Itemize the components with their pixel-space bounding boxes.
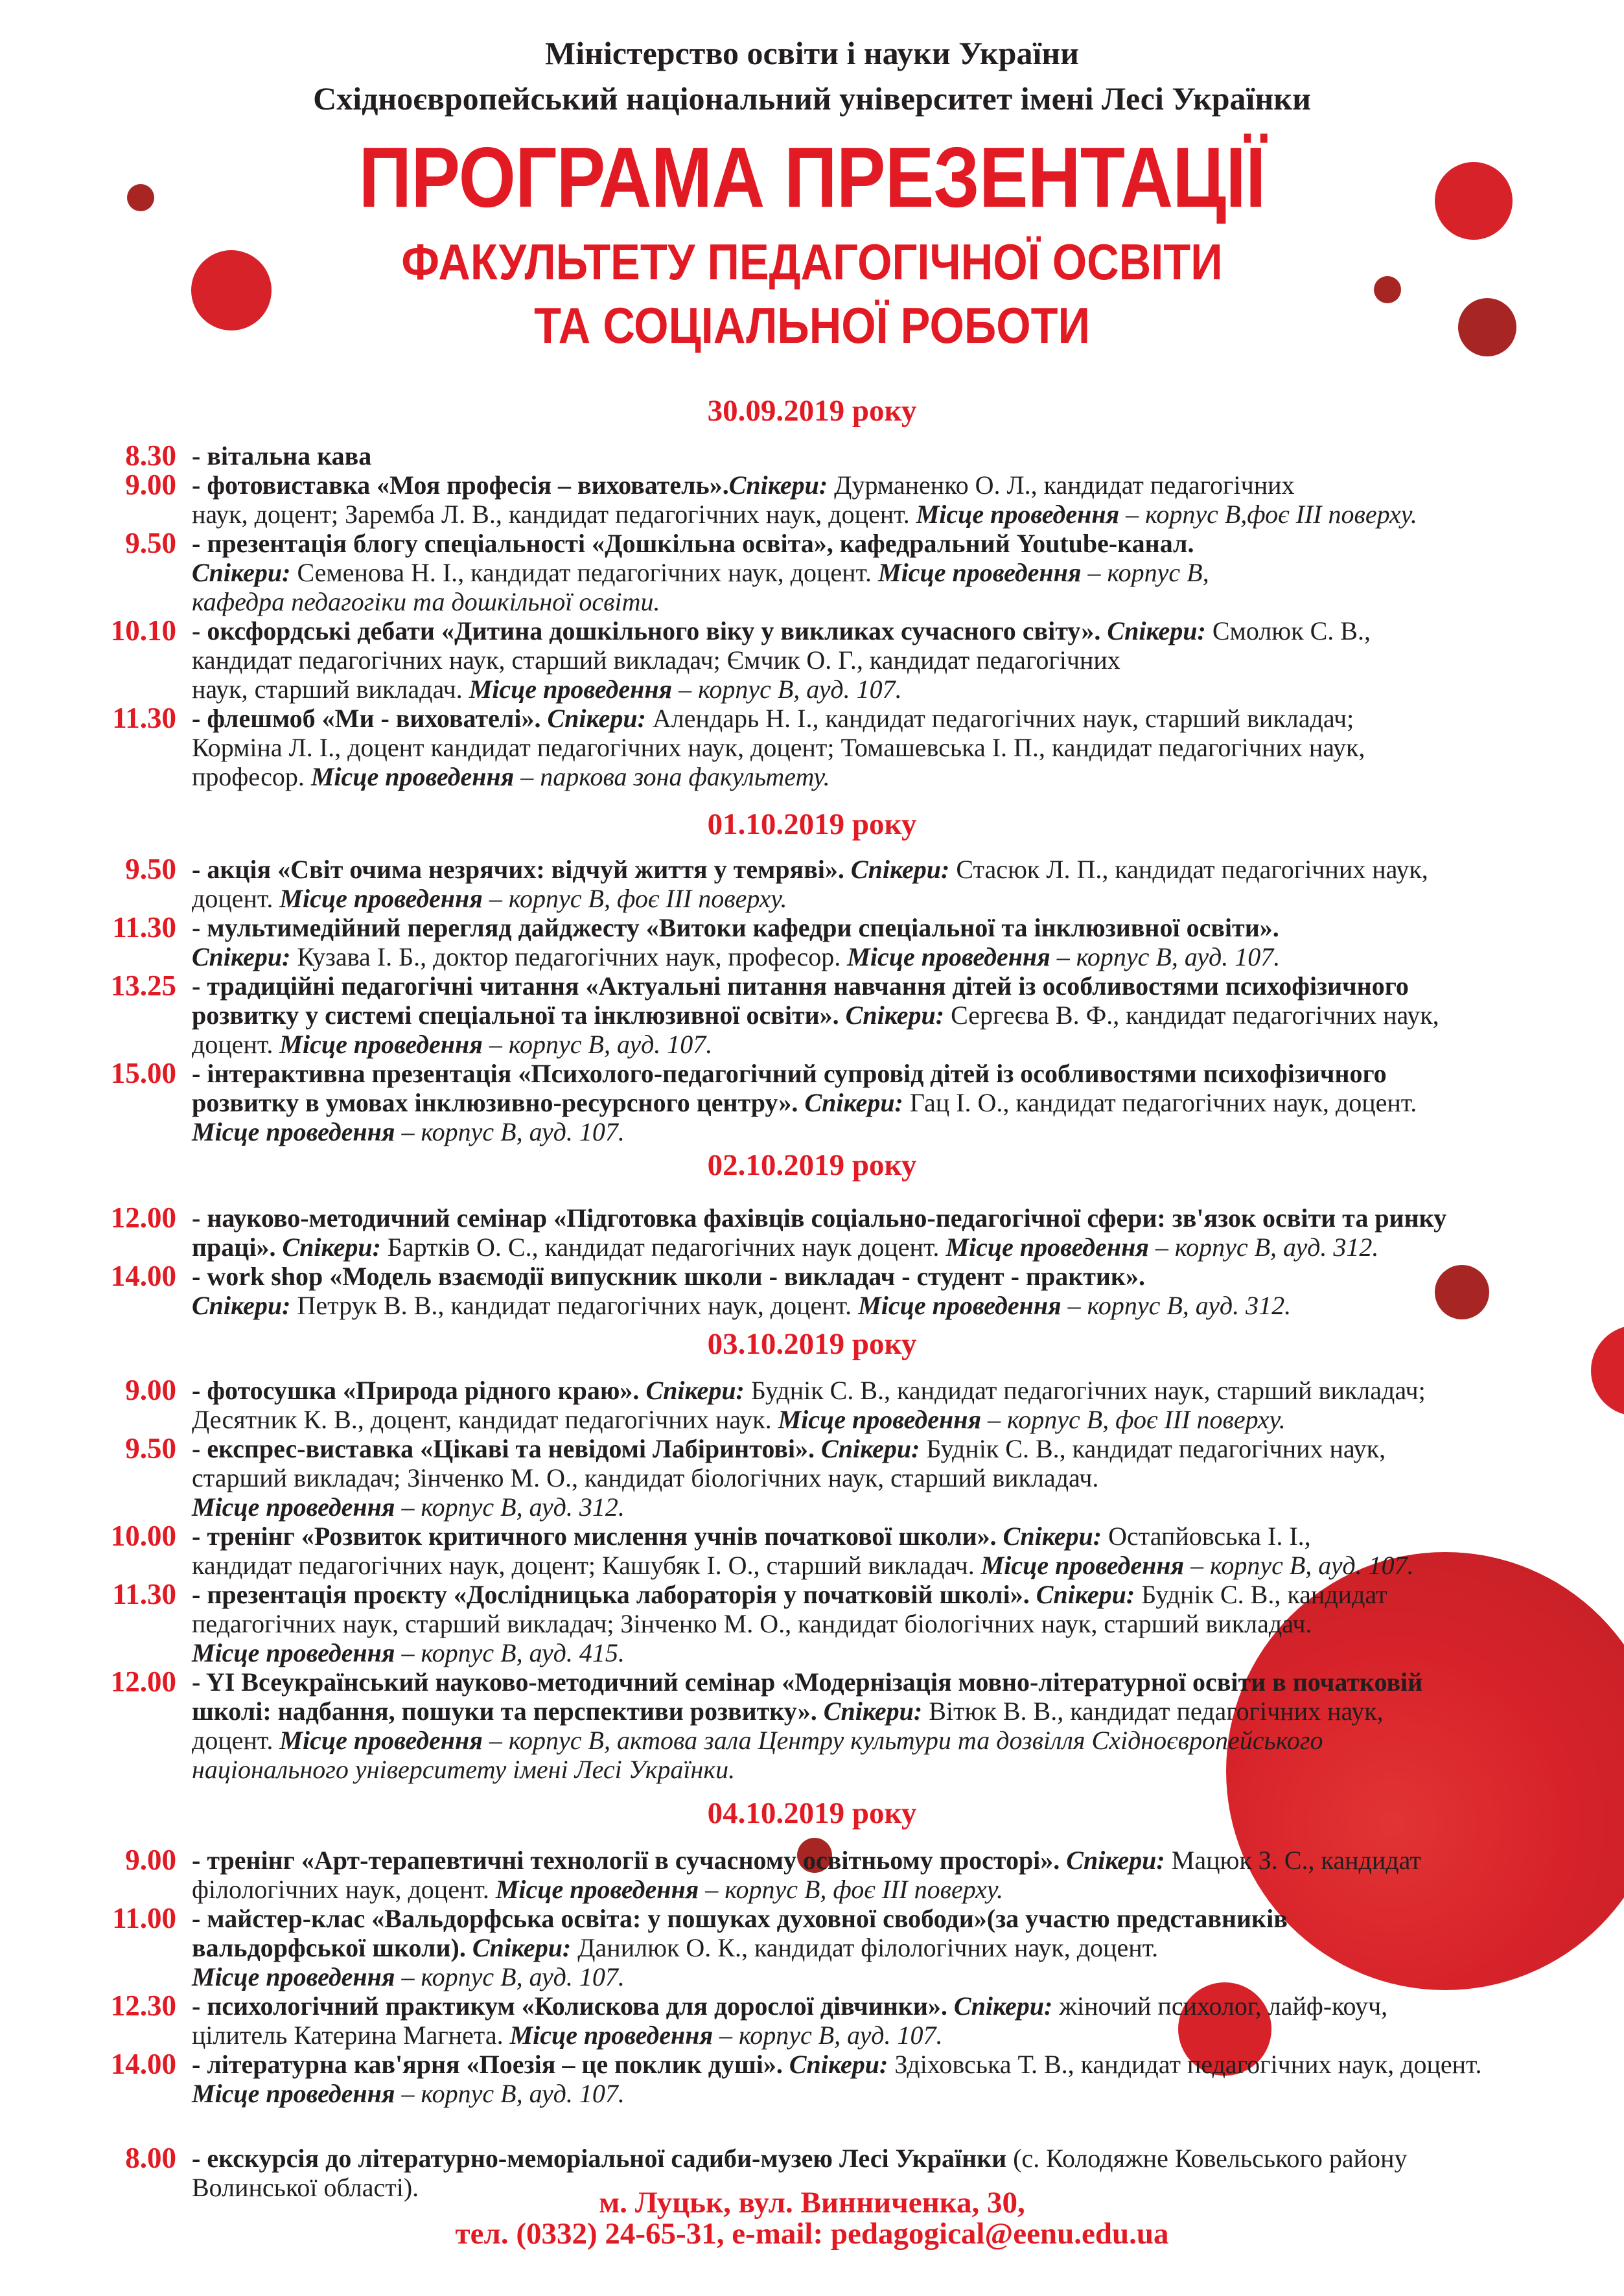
event-line <box>0 587 1624 616</box>
event-line <box>0 971 1624 1001</box>
event-row <box>0 913 1624 971</box>
text-segment: – корпус В, ауд. 107. <box>395 1117 625 1146</box>
event-row <box>0 971 1624 1059</box>
text-segment: Буднік С. В., кандидат <box>1135 1580 1387 1609</box>
text-segment: наук, старший викладач. <box>192 675 469 704</box>
event-line <box>0 884 1624 913</box>
text-segment: - презентація проєкту «Дослідницька лабораторія у початковій школі». <box>192 1580 1036 1609</box>
event-line <box>0 733 1624 762</box>
text-segment: – корпус В, ауд. 107. <box>672 675 902 704</box>
event-line <box>0 1088 1624 1117</box>
text-segment: Спікери: <box>953 1991 1053 2021</box>
event-time: 9.00 <box>125 1844 176 1876</box>
text-segment: – корпус В, ауд. 312. <box>1148 1233 1379 1262</box>
text-segment: Десятник К. В., доцент, кандидат педагогічних наук. <box>192 1405 778 1434</box>
event-line <box>0 1580 1624 1609</box>
event-line <box>0 855 1624 884</box>
event-time: 12.30 <box>110 1989 176 2022</box>
text-segment: Спікери: <box>192 942 291 971</box>
text-segment: Спікери: <box>728 470 828 500</box>
event-line <box>0 1030 1624 1059</box>
event-row <box>0 1846 1624 1904</box>
text-segment: Спікери: <box>192 1291 291 1320</box>
text-segment: - традиційні педагогічні читання «Актуальні питання навчання дітей із особливостями психофізичного <box>192 971 1409 1001</box>
text-segment: Вітюк В. В., кандидат педагогічних наук, <box>922 1697 1384 1726</box>
text-segment: Волинської області). <box>192 2173 419 2202</box>
page-subtitle-2: ТА СОЦІАЛЬНОЇ РОБОТИ <box>534 297 1090 354</box>
event-line <box>0 1233 1624 1262</box>
text-segment: Місце проведення <box>192 2079 395 2108</box>
text-segment: Остапйовська І. І., <box>1102 1522 1311 1551</box>
event-line <box>0 1726 1624 1755</box>
text-segment: - презентація блогу спеціальності «Дошкільна освіта», кафедральний Youtube-канал. <box>192 529 1194 558</box>
event-row <box>0 529 1624 616</box>
page-title: ПРОГРАМА ПРЕЗЕНТАЦІЇ <box>358 130 1266 225</box>
text-segment: - тренінг «Розвиток критичного мислення учнів початкової школи». <box>192 1522 1003 1551</box>
text-segment: Місце проведення <box>279 884 483 913</box>
event-time: 9.50 <box>125 527 176 559</box>
text-segment: - оксфордські дебати «Дитина дошкільного віку у викликах сучасного світу». <box>192 616 1108 645</box>
text-segment: - інтерактивна презентація «Психолого-педагогічний супровід дітей із особливостями психофізичного <box>192 1059 1387 1088</box>
event-time: 14.00 <box>110 2048 176 2080</box>
event-time: 8.30 <box>125 439 176 472</box>
event-line <box>0 2021 1624 2050</box>
event-line <box>0 1667 1624 1697</box>
section-date-header: 30.09.2019 року <box>707 394 917 428</box>
text-segment: (с. Колодяжне Ковельського району <box>1013 2144 1408 2173</box>
event-time: 13.25 <box>110 969 176 1002</box>
event-line <box>0 1933 1624 1962</box>
text-segment: Спікери: <box>1036 1580 1135 1609</box>
text-segment: Кузава І. Б., доктор педагогічних наук, професор. <box>290 942 848 971</box>
event-line <box>0 1551 1624 1580</box>
text-segment: Місце проведення <box>878 558 1082 587</box>
text-segment: Місце проведення <box>858 1291 1061 1320</box>
event-time: 9.00 <box>125 1374 176 1406</box>
text-segment: Спікери: <box>1107 616 1206 645</box>
event-time: 8.00 <box>125 2142 176 2174</box>
event-line <box>0 2079 1624 2108</box>
text-segment: Місце проведення <box>469 675 673 704</box>
event-time: 15.00 <box>110 1057 176 1089</box>
text-segment: кандидат педагогічних наук, старший викладач; Ємчик О. Г., кандидат педагогічних <box>192 645 1120 675</box>
event-row <box>0 1376 1624 1434</box>
text-segment: Місце проведення <box>310 762 515 791</box>
footer-address: м. Луцьк, вул. Винниченка, 30, <box>599 2186 1025 2220</box>
text-segment: - літературна кав'ярня «Поезія – це поклик душі». <box>192 2050 789 2079</box>
text-segment: - вітальна кава <box>192 441 372 470</box>
text-segment: – паркова зона факультету. <box>514 762 830 791</box>
text-segment: - work shop «Модель взаємодії випускник школи - викладач - студент - практик». <box>192 1262 1145 1291</box>
text-segment: – корпус В, ауд. 312. <box>395 1492 625 1522</box>
event-line <box>0 2050 1624 2079</box>
event-line <box>0 470 1624 500</box>
event-line <box>0 1291 1624 1320</box>
event-time: 10.00 <box>110 1520 176 1552</box>
text-segment: – корпус В, ауд. 312. <box>1061 1291 1292 1320</box>
text-segment: цілитель Катерина Магнета. <box>192 2021 510 2050</box>
text-segment: Місце проведення <box>192 1638 395 1667</box>
event-line <box>0 1405 1624 1434</box>
text-segment: праці». <box>192 1233 283 1262</box>
event-line <box>0 1376 1624 1405</box>
text-segment: Спікери: <box>845 1001 945 1030</box>
event-time: 12.00 <box>110 1665 176 1698</box>
event-time: 9.00 <box>125 469 176 501</box>
event-line <box>0 1463 1624 1492</box>
text-segment: Спікери: <box>789 2050 888 2079</box>
schedule-section <box>0 807 1624 1146</box>
text-segment: Петрук В. В., кандидат педагогічних наук, доцент. <box>290 1291 859 1320</box>
event-time: 9.50 <box>125 853 176 885</box>
event-line <box>0 1991 1624 2021</box>
event-line <box>0 558 1624 587</box>
text-segment: Спікери: <box>472 1933 572 1962</box>
event-line <box>0 1755 1624 1784</box>
event-line <box>0 645 1624 675</box>
text-segment: національного університету імені Лесі Українки. <box>192 1755 736 1784</box>
text-segment: Алендарь Н. І., кандидат педагогічних наук, старший викладач; <box>645 704 1354 733</box>
page-subtitle-1: ФАКУЛЬТЕТУ ПЕДАГОГІЧНОЇ ОСВІТИ <box>401 233 1223 290</box>
event-line <box>0 1904 1624 1933</box>
event-row <box>0 2050 1624 2108</box>
event-time: 10.10 <box>110 614 176 647</box>
section-date-header: 04.10.2019 року <box>707 1796 917 1830</box>
text-segment: Місце проведення <box>916 500 1120 529</box>
event-row <box>0 616 1624 704</box>
text-segment: – корпус В, фоє ІІІ поверху. <box>482 884 787 913</box>
event-row <box>0 1991 1624 2050</box>
text-segment: Місце проведення <box>847 942 1050 971</box>
text-segment: - фотосушка «Природа рідного краю». <box>192 1376 646 1405</box>
text-segment: Місце проведення <box>279 1030 483 1059</box>
section-events <box>0 1203 1624 1320</box>
text-segment: - психологічний практикум «Колискова для дорослої дівчинки». <box>192 1991 954 2021</box>
text-segment: – корпус В, фоє ІІІ поверху. <box>699 1875 1003 1904</box>
text-segment: – корпус В, ауд. 107. <box>482 1030 713 1059</box>
event-time: 11.30 <box>112 911 176 944</box>
text-segment: – корпус В,фоє ІІІ поверху. <box>1119 500 1417 529</box>
university-line: Східноєвропейський національний університет імені Лесі Українки <box>313 80 1311 117</box>
text-segment: Місце проведення <box>495 1875 699 1904</box>
text-segment: – корпус В, фоє ІІІ поверху. <box>981 1405 1286 1434</box>
event-line <box>0 942 1624 971</box>
text-segment: - акція «Світ очима незрячих: відчуй життя у темряві». <box>192 855 851 884</box>
text-segment: Місце проведення <box>980 1551 1185 1580</box>
text-segment: доцент. <box>192 1726 280 1755</box>
event-time: 11.00 <box>112 1902 176 1934</box>
event-line <box>0 1962 1624 1991</box>
text-segment: Сергеєва В. Ф., кандидат педагогічних наук, <box>944 1001 1439 1030</box>
text-segment: доцент. <box>192 884 280 913</box>
section-events <box>0 441 1624 791</box>
event-line <box>0 1001 1624 1030</box>
event-line <box>0 2144 1624 2173</box>
event-time: 12.00 <box>110 1201 176 1234</box>
event-line <box>0 441 1624 470</box>
event-row <box>0 1904 1624 1991</box>
event-line <box>0 1697 1624 1726</box>
event-line <box>0 1522 1624 1551</box>
text-segment: Місце проведення <box>945 1233 1149 1262</box>
text-segment: Стасюк Л. П., кандидат педагогічних наук, <box>949 855 1428 884</box>
event-row <box>0 855 1624 913</box>
text-segment: Місце проведення <box>192 1962 395 1991</box>
event-line <box>0 1059 1624 1088</box>
text-segment: Місце проведення <box>279 1726 483 1755</box>
text-segment: старший викладач; Зінченко М. О., кандидат біологічних наук, старший викладач. <box>192 1463 1099 1492</box>
text-segment: Корміна Л. І., доцент кандидат педагогічних наук, доцент; Томашевська І. П., кандидат педагогічних наук, <box>192 733 1365 762</box>
event-line <box>0 704 1624 733</box>
schedule-section <box>0 1327 1624 1784</box>
text-segment: Спікери: <box>282 1233 381 1262</box>
text-segment: розвитку у системі спеціальної та інклюзивної освіти». <box>192 1001 846 1030</box>
text-segment: доцент. <box>192 1030 280 1059</box>
event-line <box>0 1638 1624 1667</box>
event-row <box>0 1667 1624 1784</box>
text-segment: – корпус В, ауд. 415. <box>395 1638 625 1667</box>
text-segment: – корпус В, ауд. 107. <box>713 2021 943 2050</box>
text-segment: Буднік С. В., кандидат педагогічних наук, старший викладач; <box>744 1376 1426 1405</box>
text-segment: – корпус В, <box>1081 558 1209 587</box>
text-segment: Спікери: <box>1066 1846 1165 1875</box>
text-segment: Здіховська Т. В., кандидат педагогічних наук, доцент. <box>888 2050 1482 2079</box>
event-line <box>0 675 1624 704</box>
event-line <box>0 529 1624 558</box>
event-line <box>0 1846 1624 1875</box>
section-date-header: 03.10.2019 року <box>707 1327 917 1361</box>
text-segment: - науково-методичний семінар «Підготовка фахівців соціально-педагогічної сфери: зв'язок освіти та ринку <box>192 1203 1447 1233</box>
text-segment: - флешмоб «Ми - вихователі». <box>192 704 548 733</box>
section-events <box>0 1376 1624 1784</box>
event-line <box>0 1609 1624 1638</box>
text-segment: наук, доцент; Заремба Л. В., кандидат педагогічних наук, доцент. <box>192 500 916 529</box>
event-line <box>0 500 1624 529</box>
text-segment: філологічних наук, доцент. <box>192 1875 496 1904</box>
text-segment: - тренінг «Арт-терапевтичні технології в сучасному освітньому просторі». <box>192 1846 1067 1875</box>
text-segment: Мацюк З. С., кандидат <box>1165 1846 1421 1875</box>
event-line <box>0 1117 1624 1146</box>
text-segment: Місце проведення <box>778 1405 982 1434</box>
text-segment: - експрес-виставка «Цікаві та невідомі Лабіринтові». <box>192 1434 822 1463</box>
schedule-section <box>0 394 1624 791</box>
section-date-header: 02.10.2019 року <box>707 1148 917 1182</box>
text-segment: – корпус В, ауд. 107. <box>395 1962 625 1991</box>
schedule-section <box>0 1148 1624 1320</box>
event-line <box>0 1434 1624 1463</box>
event-row <box>0 1262 1624 1320</box>
text-segment: Спікери: <box>547 704 646 733</box>
text-segment: Спікери: <box>192 558 291 587</box>
text-segment: педагогічних наук, старший викладач; Зінченко М. О., кандидат біологічних наук, старший викладач. <box>192 1609 1312 1638</box>
event-line <box>0 762 1624 791</box>
text-segment: Місце проведення <box>509 2021 713 2050</box>
ministry-line: Міністерство освіти і науки України <box>545 35 1079 71</box>
text-segment: – корпус В, актова зала Центру культури та дозвілля Східноєвропейського <box>482 1726 1323 1755</box>
footer <box>0 2188 1624 2250</box>
footer-contact: тел. (0332) 24-65-31, e-mail: pedagogical@eenu.edu.ua <box>455 2217 1169 2251</box>
text-segment: Місце проведення <box>192 1492 395 1522</box>
text-segment: кандидат педагогічних наук, доцент; Кашубяк І. О., старший викладач. <box>192 1551 981 1580</box>
text-segment: розвитку в умовах інклюзивно-ресурсного центру». <box>192 1088 805 1117</box>
text-segment: вальдорфської школи). <box>192 1933 472 1962</box>
text-segment: - мультимедійний перегляд дайджесту «Витоки кафедри спеціальної та інклюзивної освіти». <box>192 913 1279 942</box>
text-segment: Дурманенко О. Л., кандидат педагогічних <box>828 470 1295 500</box>
text-segment: Спікери: <box>1003 1522 1102 1551</box>
text-segment: Спікери: <box>821 1434 920 1463</box>
event-row <box>0 1522 1624 1580</box>
text-segment: - майстер-клас «Вальдорфська освіта: у пошуках духовної свободи»(за участю представників <box>192 1904 1288 1933</box>
text-segment: – корпус В, ауд. 107. <box>1184 1551 1414 1580</box>
event-row <box>0 470 1624 529</box>
section-events <box>0 855 1624 1146</box>
section-date-header: 01.10.2019 року <box>707 807 917 841</box>
text-segment: Спікери: <box>823 1697 923 1726</box>
event-line <box>0 1203 1624 1233</box>
event-row <box>0 1434 1624 1522</box>
event-line <box>0 1875 1624 1904</box>
event-time: 11.30 <box>112 1578 176 1610</box>
text-segment: кафедра педагогіки та дошкільної освіти. <box>192 587 660 616</box>
event-row <box>0 1203 1624 1262</box>
text-segment: Буднік С. В., кандидат педагогічних наук, <box>920 1434 1386 1463</box>
event-row <box>0 1059 1624 1146</box>
event-row <box>0 1580 1624 1667</box>
event-time: 11.30 <box>112 702 176 734</box>
text-segment: Семенова Н. І., кандидат педагогічних наук, доцент. <box>290 558 879 587</box>
text-segment: Гац І. О., кандидат педагогічних наук, доцент. <box>903 1088 1417 1117</box>
text-segment: Спікери: <box>804 1088 903 1117</box>
text-segment: професор. <box>192 762 311 791</box>
text-segment: – корпус В, ауд. 107. <box>395 2079 625 2108</box>
event-time: 9.50 <box>125 1432 176 1465</box>
event-line <box>0 616 1624 645</box>
event-row <box>0 704 1624 791</box>
text-segment: - фотовиставка «Моя професія – вихователь». <box>192 470 729 500</box>
event-line <box>0 1262 1624 1291</box>
text-segment: - YI Всеукраїнський науково-методичний семінар «Модернізація мовно-літературної освіти в початковій <box>192 1667 1423 1697</box>
text-segment: школі: надбання, пошуки та перспективи розвитку». <box>192 1697 824 1726</box>
section-events <box>0 1846 1624 2202</box>
text-segment: Місце проведення <box>192 1117 395 1146</box>
text-segment: жіночий психолог, лайф-коуч, <box>1052 1991 1388 2021</box>
text-segment: – корпус В, ауд. 107. <box>1050 942 1281 971</box>
event-time: 14.00 <box>110 1260 176 1292</box>
schedule-section <box>0 1796 1624 2202</box>
text-segment: Бартків О. С., кандидат педагогічних наук доцент. <box>380 1233 946 1262</box>
text-segment: Спікери: <box>645 1376 745 1405</box>
event-line <box>0 913 1624 942</box>
event-line <box>0 1492 1624 1522</box>
event-row <box>0 441 1624 470</box>
text-segment: - екскурсія до літературно-меморіальної садиби-музею Лесі Українки <box>192 2144 1014 2173</box>
text-segment: Смолюк С. В., <box>1205 616 1371 645</box>
text-segment: Данилюк О. К., кандидат філологічних наук, доцент. <box>571 1933 1159 1962</box>
text-segment: Спікери: <box>850 855 950 884</box>
schedule <box>0 394 1624 2202</box>
